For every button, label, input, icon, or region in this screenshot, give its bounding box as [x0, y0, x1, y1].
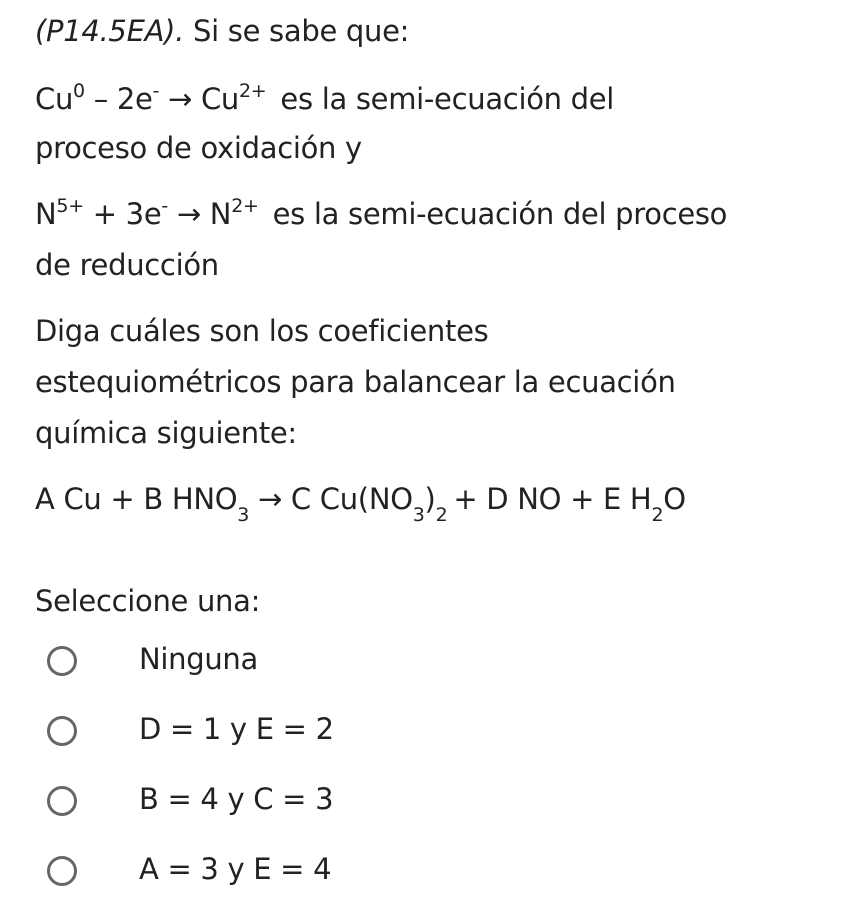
- ox-sup2: 2+: [239, 80, 267, 102]
- question-header: [35, 14, 409, 48]
- ox-species2: Cu: [200, 82, 239, 116]
- prompt-line-3: química siguiente:: [35, 416, 297, 450]
- oxidation-equation: [35, 82, 614, 116]
- option-d1-e2[interactable]: [47, 710, 447, 756]
- option-label: Ninguna: [139, 642, 258, 676]
- prompt-line-2: estequiométricos para balancear la ecuación: [35, 365, 676, 399]
- ox-sup1: 0: [73, 80, 85, 102]
- option-label: A = 3 y E = 4: [139, 852, 332, 886]
- eq-sub1: 3: [237, 504, 250, 526]
- red-sup1: 5+: [56, 195, 84, 217]
- radio-button[interactable]: [47, 856, 77, 886]
- option-label: D = 1 y E = 2: [139, 712, 334, 746]
- eq-part1: A Cu + B HNO: [35, 482, 238, 516]
- red-arrow: →: [176, 197, 201, 231]
- question-code: (P14.5EA).: [35, 14, 185, 48]
- red-text-a: es la semi-ecuación del proceso: [272, 197, 728, 231]
- reduction-equation: [35, 197, 727, 231]
- option-b4-c3[interactable]: [47, 780, 447, 826]
- eq-arrow: →: [257, 482, 282, 516]
- ox-text-b: proceso de oxidación y: [35, 131, 362, 165]
- eq-sub4: 2: [651, 504, 664, 526]
- eq-part4: + D NO + E H: [453, 482, 652, 516]
- radio-button[interactable]: [47, 786, 77, 816]
- eq-sub3: 2: [435, 504, 448, 526]
- radio-button[interactable]: [47, 646, 77, 676]
- balance-equation: [35, 482, 686, 526]
- radio-button[interactable]: [47, 716, 77, 746]
- red-sup2: 2+: [231, 195, 259, 217]
- eq-sub2: 3: [412, 504, 425, 526]
- eq-part5: O: [663, 482, 686, 516]
- red-species1: N: [35, 197, 57, 231]
- option-a3-e4[interactable]: [47, 850, 447, 896]
- ox-electrons: – 2e: [93, 82, 153, 116]
- red-text-b: de reducción: [35, 248, 219, 282]
- option-ninguna[interactable]: [47, 640, 447, 686]
- prompt-line-1: Diga cuáles son los coeficientes: [35, 314, 489, 348]
- option-label: B = 4 y C = 3: [139, 782, 334, 816]
- ox-species1: Cu: [35, 82, 74, 116]
- ox-e-charge: -: [152, 80, 160, 102]
- eq-part2: C Cu(NO: [290, 482, 413, 516]
- ox-text-a: es la semi-ecuación del: [280, 82, 615, 116]
- red-species2: N: [209, 197, 232, 231]
- red-e-charge: -: [161, 195, 168, 217]
- eq-part3: ): [424, 482, 436, 516]
- red-electrons: + 3e: [92, 197, 162, 231]
- ox-arrow: →: [168, 82, 193, 116]
- select-label: Seleccione una:: [35, 584, 261, 618]
- question-intro: Si se sabe que:: [193, 14, 410, 48]
